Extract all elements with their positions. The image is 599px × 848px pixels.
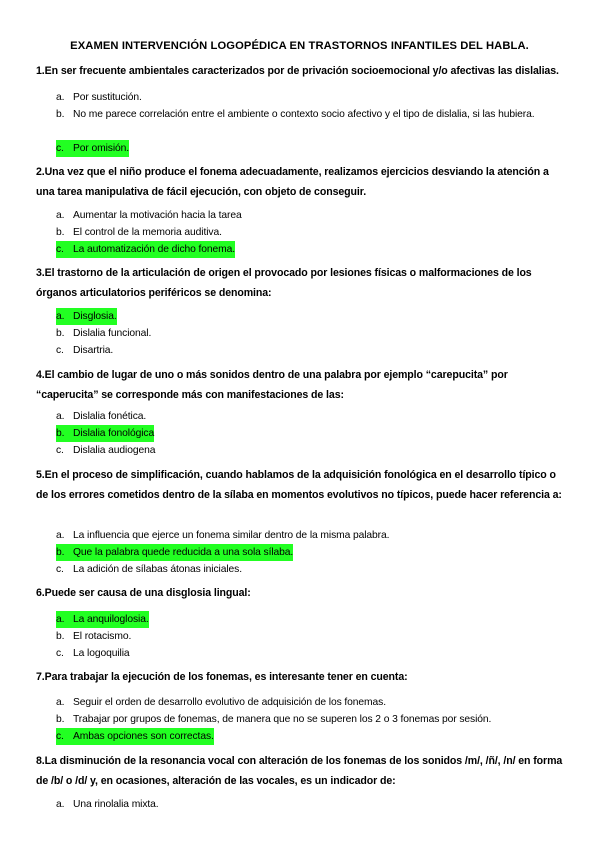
option-text-highlighted: Disglosia.: [73, 308, 117, 325]
option-letter: c.: [56, 445, 64, 456]
question-2: 2.Una vez que el niño produce el fonema adecuadamente, realizamos ejercicios desviando la atención a una tarea manipulativa de fácil ejecución, con objeto de conseguir.: [36, 166, 549, 198]
option-letter: c.: [56, 728, 73, 745]
question-7: 7.Para trabajar la ejecución de los fonemas, es interesante tener en cuenta:: [36, 671, 408, 683]
option-letter: b.: [56, 714, 65, 725]
option-letter: c.: [56, 345, 64, 356]
option-letter: a.: [56, 92, 65, 103]
option-text-highlighted: Dislalia fonológica: [73, 425, 154, 442]
option-text-highlighted: La anquiloglosia.: [73, 611, 149, 628]
option-text: Disartria.: [73, 345, 114, 356]
option-letter: a.: [56, 697, 65, 708]
option-text: El control de la memoria auditiva.: [73, 227, 222, 238]
option-text: La logoquilia: [73, 648, 130, 659]
option-letter: c.: [56, 241, 73, 258]
option-text: La adición de sílabas átonas iniciales.: [73, 564, 242, 575]
option-letter: a.: [56, 611, 73, 628]
option-letter: c.: [56, 140, 73, 157]
option-letter: b.: [56, 109, 65, 120]
option-text-highlighted: Que la palabra quede reducida a una sola sílaba.: [73, 544, 293, 561]
option-text-highlighted: La automatización de dicho fonema.: [73, 241, 235, 258]
option-letter: b.: [56, 631, 65, 642]
option-text: Trabajar por grupos de fonemas, de manera que no se superen los 2 o 3 fonemas por sesión.: [73, 714, 492, 725]
question-5: 5.En el proceso de simplificación, cuando hablamos de la adquisición fonológica en el desarrollo típico o de los errores cometidos dentro de la sílaba en momentos evolutivos no típicos, puede hacer referencia a:: [36, 469, 562, 501]
option-text-highlighted: Por omisión.: [73, 140, 129, 157]
option-text: Una rinolalia mixta.: [73, 799, 159, 810]
option-letter: b.: [56, 544, 73, 561]
option-letter: c.: [56, 564, 64, 575]
option-text: Dislalia audiogena: [73, 445, 156, 456]
option-letter: a.: [56, 530, 65, 541]
option-letter: b.: [56, 425, 73, 442]
question-6: 6.Puede ser causa de una disglosia lingual:: [36, 587, 251, 599]
option-letter: a.: [56, 799, 65, 810]
question-8: 8.La disminución de la resonancia vocal con alteración de los fonemas de los sonidos /m/, /ñ/, /n/ en forma de /b/ o /d/ y, en ocasiones, alteración de las vocales, es un indicador de:: [36, 755, 563, 787]
option-letter: b.: [56, 328, 65, 339]
option-text: Por sustitución.: [73, 92, 142, 103]
exam-title: EXAMEN INTERVENCIÓN LOGOPÉDICA EN TRASTORNOS INFANTILES DEL HABLA.: [70, 40, 529, 52]
option-letter: c.: [56, 648, 64, 659]
question-4: 4.El cambio de lugar de uno o más sonidos dentro de una palabra por ejemplo “carepucita” por “caperucita” se corresponde más con manifestaciones de las:: [36, 369, 508, 401]
option-text: Seguir el orden de desarrollo evolutivo de adquisición de los fonemas.: [73, 697, 386, 708]
option-text: El rotacismo.: [73, 631, 132, 642]
option-text: No me parece correlación entre el ambiente o contexto socio afectivo y el tipo de dislalia, si las hubiera.: [73, 109, 535, 120]
option-letter: b.: [56, 227, 65, 238]
question-1: 1.En ser frecuente ambientales caracterizados por de privación socioemocional y/o afectivas las dislalias.: [36, 65, 559, 77]
option-text-highlighted: Ambas opciones son correctas.: [73, 728, 214, 745]
option-text: Dislalia fonética.: [73, 411, 147, 422]
option-text: Dislalia funcional.: [73, 328, 152, 339]
question-3: 3.El trastorno de la articulación de origen el provocado por lesiones físicas o malformaciones de los órganos articulatorios periféricos se denomina:: [36, 267, 532, 299]
option-letter: a.: [56, 411, 65, 422]
option-letter: a.: [56, 308, 73, 325]
option-letter: a.: [56, 210, 65, 221]
option-text: La influencia que ejerce un fonema similar dentro de la misma palabra.: [73, 530, 390, 541]
option-text: Aumentar la motivación hacia la tarea: [73, 210, 242, 221]
